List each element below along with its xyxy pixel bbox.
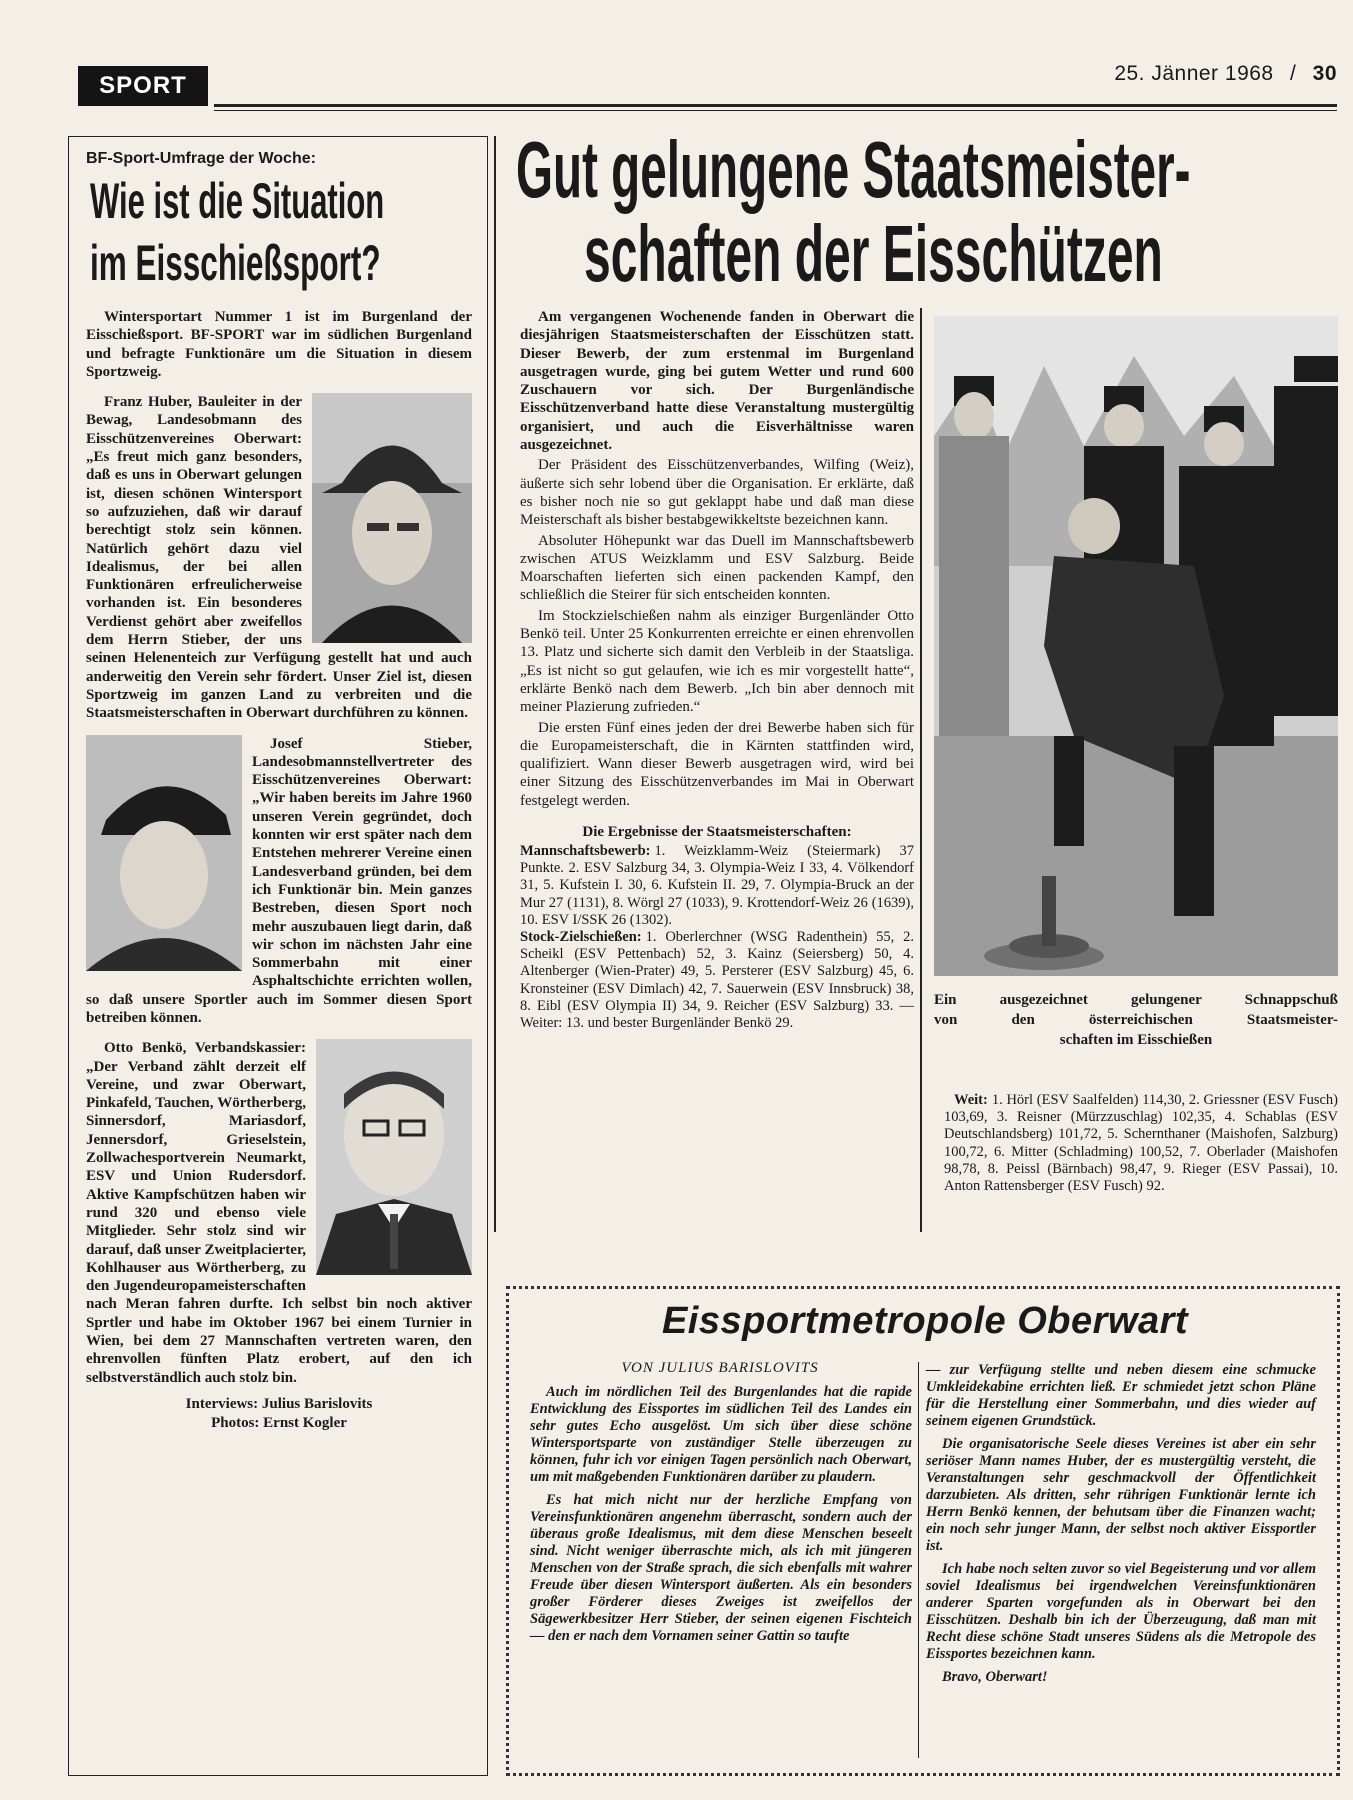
results-weit-label: Weit: (954, 1092, 988, 1108)
survey-headline-line2: im Eisschießsport? (90, 235, 381, 291)
main-lead: Am vergangenen Wochenende fanden in Oberwart die diesjährigen Staatsmeisterschaften der Eisschützen statt. Dieser Bewerb, der zum erstenmal im Burgenland ausgetragen wurde, ging bei gutem Wetter und rund 600 Zuschauern vor sich. Der Burgenländische Eisschützenverband hatte diese Veranstaltung mustergültig organisiert, und auch die Eisverhältnisse waren ausgezeichnet. (520, 309, 914, 454)
interview-stieber (86, 735, 472, 1028)
benkoe-text: Verbandskassier: „Der Verband zählt derzeit elf Vereine, und zwar Oberwart, Pinkafeld, Tauchen, Wörtherberg, Sinnersdorf, Mariasdorf, Jennersdorf, Grieselstein, Zollwachesportverein Neumarkt, ESV und Union Rudersdorf. Aktive Kampfschützen haben wir rund 320 und ebenso viele Mitglieder. Sehr stolz sind wir darauf, daß unser Zweitplacierter, Kohlhauser aus Wörtherberg, zu den Jugendeuropameisterschaften nach Meran fahren durfte. Ich selbst bin noch aktiver Sprtler und habe im Oktober 1967 bei einem Turnier in Wien, bei dem 27 Mannschaften vertreten waren, den ehrenvollen fünften Platz erobert, auf den ich selbstverständlich auch stolz bin. (86, 1040, 472, 1386)
results-weit-paragraph (944, 1092, 1338, 1195)
results-team-label: Mannschaftsbewerb: (520, 843, 651, 860)
portrait-photo-benkoe (316, 1039, 472, 1275)
results-title: Die Ergebnisse der Staatsmeisterschaften: (582, 824, 852, 841)
header-rule (214, 104, 1337, 107)
caption-line-3: schaften im Eisschießen (1059, 1032, 1213, 1048)
feature-c2-p1: — zur Verfügung stellte und neben diesem eine schmucke Umkleidekabine errichten ließ. Er schmiedet jetzt schon Pläne für die Herstellung einer Sommerbahn, und dies wieder auf seinem eigenen Grundstück. (926, 1362, 1316, 1429)
results-stock-text: 1. Oberlerchner (WSG Radenthein) 55, 2. Scheikl (ESV Pettenbach) 52, 3. Kainz (Seiersberg) 50, 4. Altenberger (Wien-Prater) 49, 5. Persterer (ESV Salzburg) 45, 6. Kronsteiner (ESV Dimlach) 42, 7. Sauerwein (ESV Innsbruck) 38, 8. Eibl (ESV Olympia II) 34, 9. Reicher (ESV Salzburg) 33. — Weiter: 13. und bester Burgenländer Benkö 29. (520, 929, 914, 1032)
credit-interviews: Interviews: Julius Barislovits (185, 1395, 373, 1412)
main-headline-line1: Gut gelungene Staatsmeister- (516, 125, 1191, 214)
stieber-name: Josef Stieber, (270, 735, 472, 752)
main-headline (516, 124, 1336, 296)
main-headline-line2: schaften der Eisschützen (584, 209, 1163, 296)
feature-divider (918, 1362, 919, 1758)
results-team-text: 1. Weizklamm-Weiz (Steiermark) 37 Punkte. 2. ESV Salzburg 34, 3. Olympia-Weiz I 33, 4. Völkendorf 31, 5. Kufstein I. 30, 6. Kufstein II. 29, 7. Olympia-Bruck an der Mur 27 (1131), 8. Wörgl 27 (1033), 9. Krottendorf-Weiz 26 (1639), 10. ESV I/SSK 26 (1302). (520, 843, 914, 928)
survey-kicker: BF-Sport-Umfrage der Woche: (86, 150, 316, 167)
stieber-text: Landesobmannstellvertreter des Eisschützenvereines Oberwart: „Wir haben bereits im Jahre 1960 unseren Verein gegründet, doch konnten wir erst später nach dem Entstehen mehrerer Vereine einen Landesverband gründen, bei dem ich Funktionär bin. Mein ganzes Bestreben, diesen Sport noch mehr auszubauen liegt darin, daß wir schon im nächsten Jahr eine Sommerbahn mit einer Asphaltschichte errichten wollen, so daß unsere Sportler auch im Sommer diesen Sport betreiben können. (86, 753, 472, 1026)
results-weit (944, 1092, 1338, 1195)
interview-huber (86, 393, 472, 722)
feature-column-1 (530, 1384, 912, 1651)
feature-column-2 (926, 1362, 1316, 1692)
benkoe-name: Otto Benkö, (104, 1040, 187, 1057)
portrait-photo-huber (312, 393, 472, 643)
main-paragraph-4: Die ersten Fünf eines jeden der drei Bewerbe haben sich für die Europameisterschaft, die in Kärnten stattfinden wird, qualifiziert. Wann dieser Bewerb ausgetragen wird, wird bei einer Sitzung des Eisschützenverbandes im Mai in Oberwart festgelegt werden. (520, 719, 914, 809)
survey-content (86, 150, 472, 1433)
photo-divider (920, 308, 922, 1232)
results-stock (520, 929, 914, 1032)
issue-date: 25. Jänner 1968 (1114, 62, 1274, 85)
interview-benkoe (86, 1039, 472, 1387)
results-team (520, 843, 914, 929)
photo-caption (934, 990, 1338, 1050)
survey-intro: Wintersportart Nummer 1 ist im Burgenland der Eisschießsport. BF-SPORT war im südlichen Burgenland und befragte Funktionäre um die Situation in diesem Sportzweig. (86, 309, 472, 380)
column-divider (494, 136, 496, 1232)
feature-c1-p1: Auch im nördlichen Teil des Burgenlandes hat die rapide Entwicklung des Eissportes im südlichen Teil des Landes ein sehr gutes Echo ausgelöst. Um sich über diese schöne Wintersportsparte von zuständiger Stelle überzeugen zu können, fuhr ich vor einigen Tagen persönlich nach Oberwart, um mit maßgebenden Funktionären darüber zu plaudern. (530, 1384, 912, 1485)
header-rule-thin (214, 110, 1337, 111)
results-weit-text: 1. Hörl (ESV Saalfelden) 114,30, 2. Griessner (ESV Fusch) 103,69, 3. Reisner (Mürzzuschlag) 102,35, 4. Schablas (ESV Deutschlandsberg) 101,72, 5. Schernthaner (Maishofen, Salzburg) 100,72, 6. Mitter (Schladming) 100,52, 7. Oberlader (Maishofen 98,78, 8. Peissl (Bärnbach) 98,47, 9. Rieger (ESV Passai), 10. Anton Rattensberger (ESV Fusch) 92. (944, 1092, 1338, 1195)
survey-headline-line1: Wie ist die Situation (90, 173, 385, 229)
dateline (1114, 62, 1337, 86)
main-paragraph-3: Im Stockzielschießen nahm als einziger Burgenländer Otto Benkö teil. Unter 25 Konkurrenten erreichte er einen ehrenvollen 13. Platz und sicherte sich damit den Verbleib in der Staatsliga. „Es ist nicht so gut gelaufen, wie ich es mir vorgestellt hatte“, erklärte Benkö nach dem Bewerb. „Ich bin aber dennoch mit meiner Plazierung zufrieden.“ (520, 607, 914, 716)
huber-name: Franz Huber, (104, 394, 193, 411)
feature-c2-p2: Die organisatorische Seele dieses Vereines ist aber ein sehr seriöser Mann names Huber, der es mustergültig versteht, die Veranstaltungen sehr geschmackvoll der Öffentlichkeit darzubieten. Als dritten, sehr rührigen Funktionär lernte ich Herrn Benkö kennen, der behutsam über die Finanzen wacht; ein noch sehr junger Mann, der selbst noch aktiver Eissportler ist. (926, 1436, 1316, 1554)
portrait-huber-illustration (312, 393, 472, 643)
portrait-benkoe-illustration (316, 1039, 472, 1275)
portrait-photo-stieber (86, 735, 242, 971)
portrait-stieber-illustration (86, 735, 242, 971)
results-stock-label: Stock-Zielschießen: (520, 929, 642, 946)
curling-scene-illustration (934, 316, 1338, 976)
date-separator: / (1289, 62, 1297, 85)
main-paragraph-1: Der Präsident des Eisschützenverbandes, Wilfing (Weiz), äußerte sich sehr lobend über die Organisation. Er erklärte, daß es bisher noch nie so gut geklappt habe und daß man diese Meisterschaft als bisher bestabgewikkeltste bezeichnen kann. (520, 457, 914, 529)
page-number: 30 (1312, 62, 1337, 85)
main-article-column (520, 308, 914, 1032)
feature-c2-p3: Ich habe noch selten zuvor so viel Begeisterung und vor allem soviel Idealismus bei irgendwelchen Vereinsfunktionären anderer Sparten vorgefunden als in Oberwart bei den Eisschützen. Deshalb bin ich der Überzeugung, daß man mit Recht diese schöne Stadt unseres Südens als die Metropole des Eissportes bezeichnen kann. (926, 1561, 1316, 1662)
caption-line-2: von den österreichischen Staatsmeister- (934, 1012, 1338, 1028)
feature-byline: VON JULIUS BARISLOVITS (621, 1360, 819, 1376)
feature-c1-p2: Es hat mich nicht nur der herzliche Empfang von Vereinsfunktionären angenehm überrascht, sondern auch der überaus große Idealismus, mit dem diese Menschen beseelt sind. Nicht weniger überraschte mich, als ich mit jüngeren Menschen von der Straße sprach, die sich ebenfalls mit wahrer Freude über diesen Wintersport äußerten. Als ein besonders großer Förderer dieses Zweiges ist zweifellos der Sägewerkbesitzer Herr Stieber, der seinen eigenen Fischteich — den er nach dem Vornamen seiner Gattin so taufte (530, 1492, 912, 1644)
feature-headline: Eissportmetropole Oberwart (661, 1300, 1189, 1342)
main-paragraph-2: Absoluter Höhepunkt war das Duell im Mannschaftsbewerb zwischen ATUS Weizklamm und ESV Salzburg. Beide Moarschaften lieferten sich einen packenden Kampf, den schließlich die Steirer für sich entscheiden konnten. (520, 532, 914, 604)
feature-c2-p4: Bravo, Oberwart! (942, 1669, 1048, 1685)
credit-photos: Photos: Ernst Kogler (211, 1414, 347, 1431)
huber-text: Bauleiter in der Bewag, Landesobmann des Eisschützenvereines Oberwart: „Es freut mich ganz besonders, daß es uns in Oberwart gelungen ist, diesen schönen Wintersport so aufzuziehen, daß wir darauf berechtigt stolz sein können. Natürlich gehört dazu viel Idealismus, der bei allen Funktionären erfreulicherweise vorhanden ist. Ein besonderes Verdienst gehört aber zweifellos dem Herrn Stieber, der uns seinen Helenenteich zur Verfügung gestellt hat und auch anderweitig den Verein sehr fördert. Unser Ziel ist, diesen Sportzweig im ganzen Land zu verbreiten und die Staatsmeisterschaften in Oberwart durchführen zu können. (86, 394, 472, 722)
survey-credits (86, 1395, 472, 1433)
caption-line-1: Ein ausgezeichnet gelungener Schnappschuß (934, 992, 1338, 1008)
section-badge (78, 66, 208, 106)
section-label: SPORT (99, 72, 187, 99)
survey-headline (86, 172, 472, 300)
results-block (520, 824, 914, 1032)
main-photo (934, 316, 1338, 976)
